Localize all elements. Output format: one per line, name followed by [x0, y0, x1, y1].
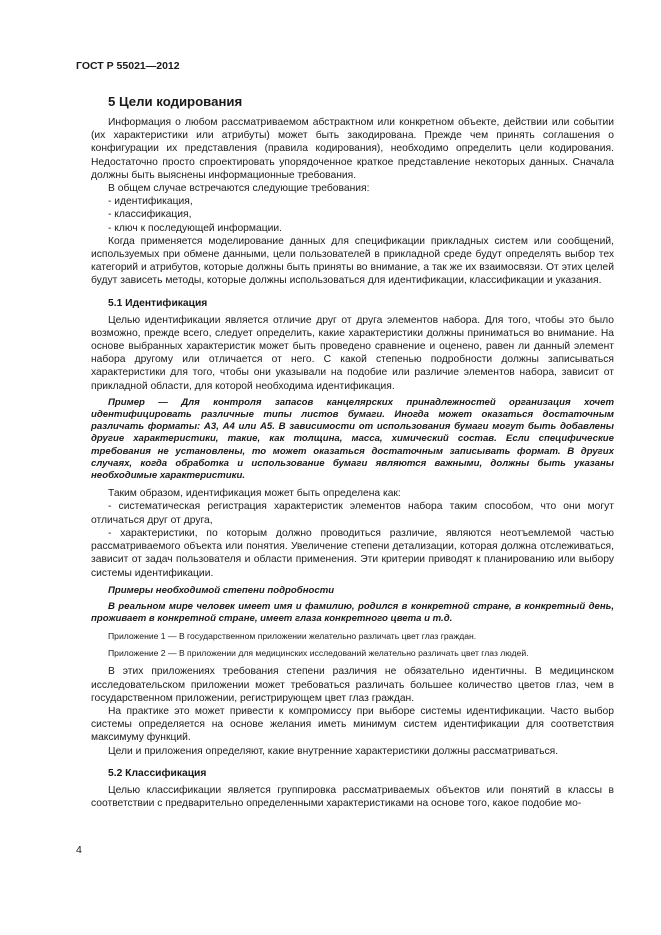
document-header: ГОСТ Р 55021—2012: [76, 60, 180, 72]
paragraph: На практике это может привести к компромиссу при выборе системы идентификации. Часто выбор системы определяется на основе желания иметь минимум систем идентификации для соответствия максимуму функций.: [91, 705, 614, 744]
examples-heading: Примеры необходимой степени подробности: [108, 584, 335, 596]
paragraph: Целью классификации является группировка рассматриваемых объектов или понятий в классы в соответствии с предварительно определенными характеристиками на основе того, какое подобие мо-: [91, 784, 614, 809]
paragraph: В этих приложениях требования степени различия не обязательно идентичны. В медицинском исследовательском приложении может требоваться различать большее количество цветов глаз, чем в государственном приложении, регистрирующем цвет глаз граждан.: [91, 666, 614, 704]
list-item: - классификация,: [108, 209, 192, 221]
paragraph: В общем случае встречаются следующие требования:: [108, 183, 370, 195]
page-content: [91, 90, 614, 810]
section-5-1-title: 5.1 Идентификация: [108, 297, 208, 309]
paragraph: Цели и приложения определяют, какие внутренние характеристики должны рассматриваться.: [108, 745, 559, 757]
examples-paragraph: В реальном мире человек имеет имя и фамилию, родился в конкретной стране, в конкретный день, проживает в конкретной стране, имеет глаза конкретного цвета и т.д.: [91, 600, 614, 625]
page-number: 4: [76, 844, 82, 856]
paragraph: - систематическая регистрация характеристик элементов набора таким способом, что они могут отличаться друг от друга,: [91, 501, 614, 526]
paragraph: Целью идентификации является отличие друг от друга элементов набора. Для того, чтобы это было возможно, прежде всего, следует определить, какие характеристики должны приниматься во внимание. На основе выбранных характеристик может быть проведено сравнение и оценено, равен ли данный элемент набора другому или отличается от него. С какой степенью подробности должны записываться характеристики для того, чтобы они указывали на подобие или различие элементов набора, зависит от прикладной области, для которой необходима идентификация.: [91, 314, 614, 392]
section-5-title: 5 Цели кодирования: [108, 94, 243, 109]
paragraph: - характеристики, по которым должно проводиться различие, являются неотъемлемой частью рассматриваемого объекта или понятия. Увеличение степени детализации, которая должна отслеживаться, зависит от задач пользователя и области применения. Эти критерии приводят к планированию или выбору системы идентификации.: [91, 527, 614, 579]
note-appendix-1: Приложение 1 — В государственном приложении желательно различать цвет глаз граждан.: [108, 631, 477, 642]
example-paragraph: Пример — Для контроля запасов канцелярских принадлежностей организация хочет идентифицировать различные типы листов бумаги. Иногда может оказаться достаточным различать форматы: А3, А4 или А5. В зависимости от использования бумаги могут быть добавлены другие характеристики, такие, как толщина, масса, химический состав. Если специфические требования не установлены, то может оказаться достаточным записывать формат. В других случаях, когда обработка и использование бумаги являются важными, должны быть указаны необходимые характеристики.: [91, 396, 614, 482]
note-appendix-2: Приложение 2 — В приложении для медицинских исследований желательно различать цвет глаз людей.: [108, 648, 529, 659]
paragraph: Информация о любом рассматриваемом абстрактном или конкретном объекте, действии или событии (их характеристики или атрибуты) может быть закодирована. Прежде чем принять соглашения о конфигурации их представления (правила кодирования), необходимо определить цели кодирования. Недостаточно просто спроектировать упорядоченное краткое представление некоторых данных. Сначала должны быть выяснены информационные требования.: [91, 117, 614, 181]
list-item: - ключ к последующей информации.: [108, 222, 282, 234]
paragraph: Когда применяется моделирование данных для спецификации прикладных систем или сообщений, используемых при обмене данными, цели пользователей в прикладной среде будут определять выбор тех категорий и атрибутов, которые должны быть приняты во внимание, а так же их взаимосвязи. От этих целей будут зависеть методы, которые должны использоваться для идентификации, классификации и указания.: [91, 235, 614, 287]
paragraph: Таким образом, идентификация может быть определена как:: [108, 488, 401, 500]
section-5-2-title: 5.2 Классификация: [108, 767, 207, 779]
list-item: - идентификация,: [108, 196, 193, 208]
